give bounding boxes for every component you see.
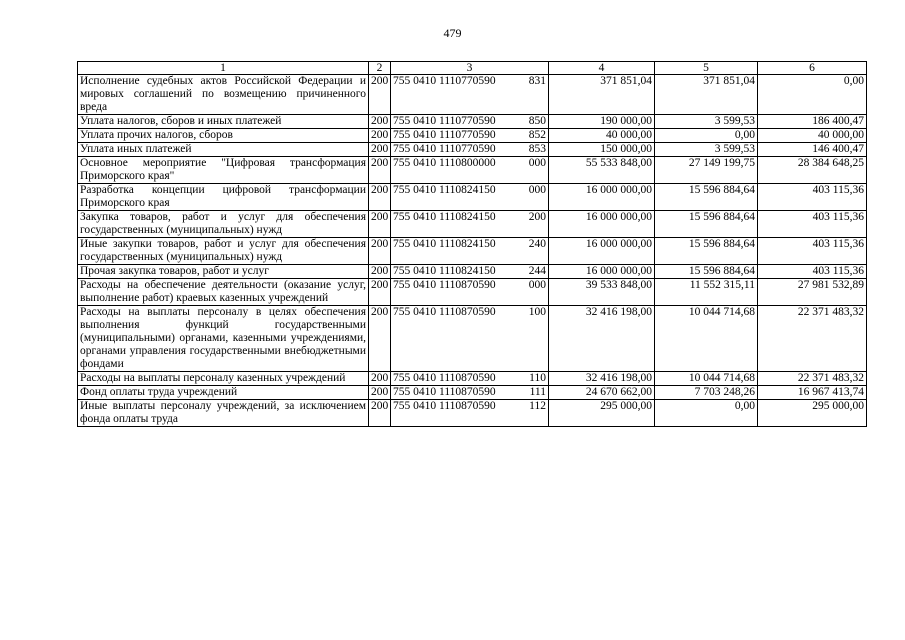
executed-amount-cell: 11 552 315,11: [655, 279, 758, 306]
remaining-amount-cell: 146 400,47: [758, 143, 867, 157]
classification-code-cell: [391, 265, 549, 279]
classification-code-cell: [391, 211, 549, 238]
classification-code-cell: [391, 306, 549, 372]
admin-code-cell: 200: [369, 400, 391, 427]
column-header: 5: [655, 62, 758, 75]
admin-code-cell: 200: [369, 115, 391, 129]
admin-code-cell: 200: [369, 265, 391, 279]
table-header-row: [78, 62, 867, 75]
expense-type-code: 853: [528, 143, 546, 155]
classification-code-cell: [391, 129, 549, 143]
budget-classification-code: 755 0410 1110800000: [393, 157, 496, 169]
table-row: [78, 306, 867, 372]
executed-amount-cell: 15 596 884,64: [655, 238, 758, 265]
remaining-amount-cell: 22 371 483,32: [758, 306, 867, 372]
approved-amount-cell: 32 416 198,00: [549, 306, 655, 372]
admin-code-cell: 200: [369, 75, 391, 115]
budget-classification-code: 755 0410 1110870590: [393, 386, 496, 398]
expense-type-code: 000: [528, 157, 546, 169]
approved-amount-cell: 16 000 000,00: [549, 211, 655, 238]
executed-amount-cell: 10 044 714,68: [655, 306, 758, 372]
remaining-amount-cell: 403 115,36: [758, 184, 867, 211]
budget-classification-code: 755 0410 1110870590: [393, 306, 496, 318]
executed-amount-cell: 15 596 884,64: [655, 211, 758, 238]
expense-type-code: 100: [528, 306, 546, 318]
classification-code-cell: [391, 157, 549, 184]
expense-type-code: 200: [528, 211, 546, 223]
table-row: [78, 115, 867, 129]
classification-code-cell: [391, 400, 549, 427]
budget-classification-code: 755 0410 1110870590: [393, 372, 496, 384]
classification-code-cell: [391, 238, 549, 265]
admin-code-cell: 200: [369, 211, 391, 238]
executed-amount-cell: 10 044 714,68: [655, 372, 758, 386]
approved-amount-cell: 16 000 000,00: [549, 184, 655, 211]
table-row: [78, 238, 867, 265]
budget-classification-code: 755 0410 1110870590: [393, 279, 496, 291]
budget-classification-code: 755 0410 1110824150: [393, 238, 496, 250]
approved-amount-cell: 295 000,00: [549, 400, 655, 427]
approved-amount-cell: 40 000,00: [549, 129, 655, 143]
column-header: 3: [391, 62, 549, 75]
expense-type-code: 112: [529, 400, 546, 412]
executed-amount-cell: 27 149 199,75: [655, 157, 758, 184]
expense-type-code: 852: [528, 129, 546, 141]
table-row: [78, 75, 867, 115]
expense-name-cell: Основное мероприятие "Цифровая трансформация Приморского края": [78, 157, 369, 184]
approved-amount-cell: 16 000 000,00: [549, 238, 655, 265]
remaining-amount-cell: 403 115,36: [758, 211, 867, 238]
table-row: [78, 211, 867, 238]
expense-name-cell: Расходы на выплаты персоналу в целях обеспечения выполнения функций государственными (муниципальными) органами, казенными учреждениями, органами управления государственными внебюджетными фондами: [78, 306, 369, 372]
table-row: [78, 157, 867, 184]
admin-code-cell: 200: [369, 372, 391, 386]
expense-name-cell: Иные закупки товаров, работ и услуг для обеспечения государственных (муниципальных) нужд: [78, 238, 369, 265]
expense-name-cell: Уплата прочих налогов, сборов: [78, 129, 369, 143]
approved-amount-cell: 150 000,00: [549, 143, 655, 157]
expense-name-cell: Закупка товаров, работ и услуг для обеспечения государственных (муниципальных) нужд: [78, 211, 369, 238]
admin-code-cell: 200: [369, 279, 391, 306]
admin-code-cell: 200: [369, 386, 391, 400]
expense-name-cell: Уплата иных платежей: [78, 143, 369, 157]
classification-code-cell: [391, 184, 549, 211]
table-row: [78, 129, 867, 143]
remaining-amount-cell: 403 115,36: [758, 238, 867, 265]
executed-amount-cell: 15 596 884,64: [655, 184, 758, 211]
expense-name-cell: Разработка концепции цифровой трансформации Приморского края: [78, 184, 369, 211]
expense-name-cell: Уплата налогов, сборов и иных платежей: [78, 115, 369, 129]
remaining-amount-cell: 0,00: [758, 75, 867, 115]
remaining-amount-cell: 28 384 648,25: [758, 157, 867, 184]
table-body: [78, 75, 867, 427]
executed-amount-cell: 371 851,04: [655, 75, 758, 115]
remaining-amount-cell: 16 967 413,74: [758, 386, 867, 400]
column-header: 2: [369, 62, 391, 75]
executed-amount-cell: 7 703 248,26: [655, 386, 758, 400]
expense-type-code: 000: [528, 184, 546, 196]
table-row: [78, 372, 867, 386]
column-header: 6: [758, 62, 867, 75]
budget-classification-code: 755 0410 1110770590: [393, 115, 496, 127]
approved-amount-cell: 55 533 848,00: [549, 157, 655, 184]
remaining-amount-cell: 403 115,36: [758, 265, 867, 279]
expense-type-code: 110: [529, 372, 546, 384]
budget-table: [77, 61, 867, 427]
admin-code-cell: 200: [369, 143, 391, 157]
expense-name-cell: Иные выплаты персоналу учреждений, за исключением фонда оплаты труда: [78, 400, 369, 427]
remaining-amount-cell: 27 981 532,89: [758, 279, 867, 306]
admin-code-cell: 200: [369, 306, 391, 372]
expense-type-code: 240: [528, 238, 546, 250]
expense-name-cell: Фонд оплаты труда учреждений: [78, 386, 369, 400]
approved-amount-cell: 190 000,00: [549, 115, 655, 129]
classification-code-cell: [391, 143, 549, 157]
budget-classification-code: 755 0410 1110770590: [393, 129, 496, 141]
budget-classification-code: 755 0410 1110770590: [393, 75, 496, 87]
column-header: 4: [549, 62, 655, 75]
expense-name-cell: Расходы на обеспечение деятельности (оказание услуг, выполнение работ) краевых казенных учреждений: [78, 279, 369, 306]
table-row: [78, 279, 867, 306]
table-row: [78, 184, 867, 211]
classification-code-cell: [391, 279, 549, 306]
approved-amount-cell: 371 851,04: [549, 75, 655, 115]
budget-classification-code: 755 0410 1110870590: [393, 400, 496, 412]
expense-type-code: 244: [528, 265, 546, 277]
remaining-amount-cell: 22 371 483,32: [758, 372, 867, 386]
expense-name-cell: Прочая закупка товаров, работ и услуг: [78, 265, 369, 279]
remaining-amount-cell: 186 400,47: [758, 115, 867, 129]
executed-amount-cell: 15 596 884,64: [655, 265, 758, 279]
page-number: 479: [443, 26, 462, 40]
table-row: [78, 143, 867, 157]
admin-code-cell: 200: [369, 129, 391, 143]
admin-code-cell: 200: [369, 184, 391, 211]
table-row: [78, 265, 867, 279]
classification-code-cell: [391, 372, 549, 386]
table-row: [78, 386, 867, 400]
budget-classification-code: 755 0410 1110824150: [393, 265, 496, 277]
expense-type-code: 850: [528, 115, 546, 127]
expense-name-cell: Расходы на выплаты персоналу казенных учреждений: [78, 372, 369, 386]
executed-amount-cell: 0,00: [655, 400, 758, 427]
expense-type-code: 000: [528, 279, 546, 291]
admin-code-cell: 200: [369, 238, 391, 265]
column-header: 1: [78, 62, 369, 75]
budget-classification-code: 755 0410 1110824150: [393, 211, 496, 223]
approved-amount-cell: 16 000 000,00: [549, 265, 655, 279]
budget-classification-code: 755 0410 1110824150: [393, 184, 496, 196]
remaining-amount-cell: 295 000,00: [758, 400, 867, 427]
approved-amount-cell: 39 533 848,00: [549, 279, 655, 306]
approved-amount-cell: 32 416 198,00: [549, 372, 655, 386]
executed-amount-cell: 3 599,53: [655, 143, 758, 157]
classification-code-cell: [391, 386, 549, 400]
admin-code-cell: 200: [369, 157, 391, 184]
expense-name-cell: Исполнение судебных актов Российской Федерации и мировых соглашений по возмещению причиненного вреда: [78, 75, 369, 115]
expense-type-code: 111: [529, 386, 546, 398]
budget-classification-code: 755 0410 1110770590: [393, 143, 496, 155]
table-row: [78, 400, 867, 427]
approved-amount-cell: 24 670 662,00: [549, 386, 655, 400]
expense-type-code: 831: [528, 75, 546, 87]
remaining-amount-cell: 40 000,00: [758, 129, 867, 143]
classification-code-cell: [391, 115, 549, 129]
executed-amount-cell: 3 599,53: [655, 115, 758, 129]
executed-amount-cell: 0,00: [655, 129, 758, 143]
classification-code-cell: [391, 75, 549, 115]
